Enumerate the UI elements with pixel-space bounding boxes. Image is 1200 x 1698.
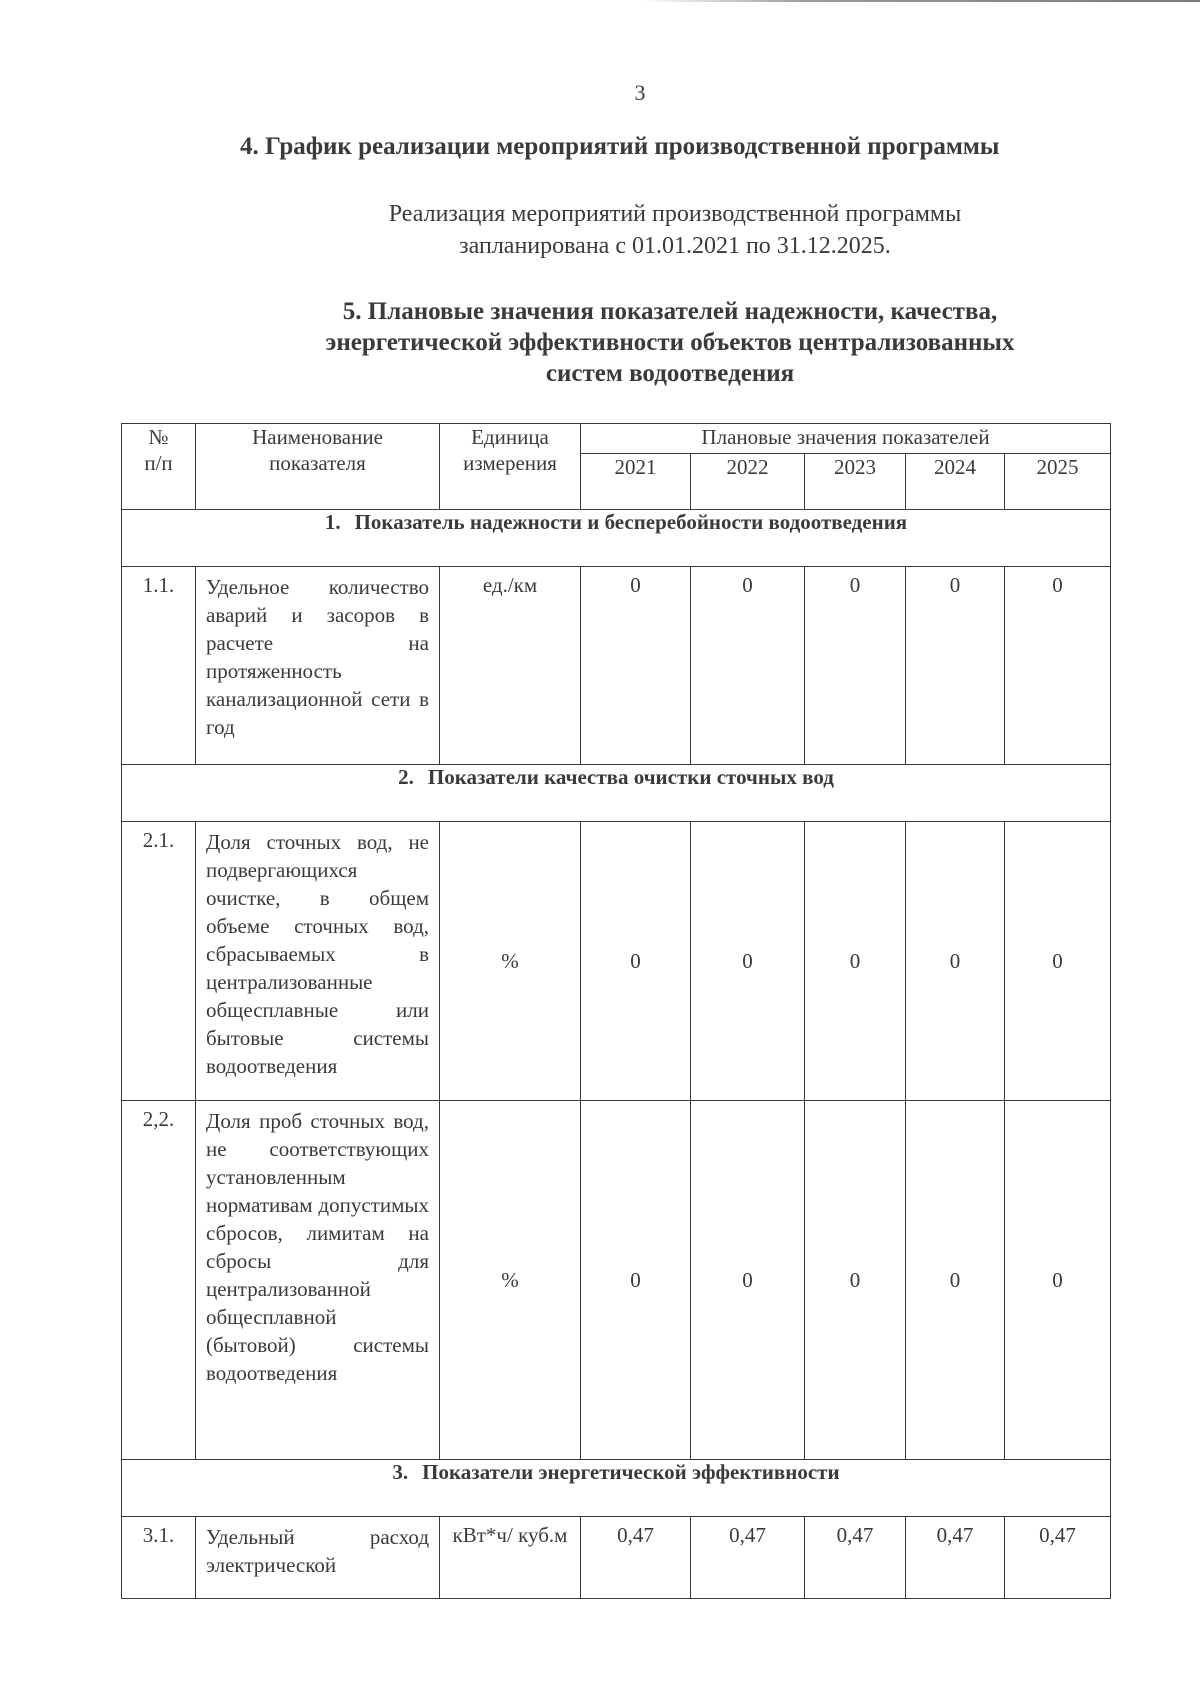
row-value: 0 bbox=[906, 567, 1005, 765]
header-year: 2023 bbox=[805, 454, 906, 510]
row-number: 3.1. bbox=[122, 1517, 196, 1599]
row-value: 0 bbox=[906, 1101, 1005, 1460]
table-row bbox=[122, 1101, 1111, 1460]
section-4-title: 4. График реализации мероприятий производственной программы bbox=[240, 133, 1000, 160]
section-row bbox=[122, 510, 1111, 567]
row-number: 2.1. bbox=[122, 822, 196, 1101]
section-5-title-line3: систем водоотведения bbox=[545, 360, 795, 387]
header-year: 2022 bbox=[691, 454, 805, 510]
section-5-title-line1: 5. Плановые значения показателей надежности, качества, bbox=[342, 298, 998, 325]
table-row bbox=[122, 822, 1111, 1101]
section-4-text-line1: Реализация мероприятий производственной программы bbox=[388, 201, 962, 227]
header-year: 2025 bbox=[1005, 454, 1111, 510]
section-title: Показатели качества очистки сточных вод bbox=[427, 765, 834, 789]
page-number: 3 bbox=[634, 80, 646, 105]
row-value: 0 bbox=[906, 822, 1005, 1101]
header-year: 2024 bbox=[906, 454, 1005, 510]
row-name: Доля сточных вод, не подвергающихся очистке, в общем объеме сточных вод, сбрасываемых в централизованные общесплавные или бытовые системы водоотведения bbox=[196, 822, 440, 1101]
row-value: 0,47 bbox=[805, 1517, 906, 1599]
header-year: 2021 bbox=[581, 454, 691, 510]
section-4-text bbox=[250, 198, 1100, 262]
row-value: 0,47 bbox=[1005, 1517, 1111, 1599]
row-number: 2,2. bbox=[122, 1101, 196, 1460]
section-number: 1. bbox=[324, 510, 341, 534]
row-value: 0 bbox=[581, 822, 691, 1101]
row-value: 0 bbox=[1005, 822, 1111, 1101]
row-unit: ед./км bbox=[440, 567, 581, 765]
row-value: 0,47 bbox=[581, 1517, 691, 1599]
header-unit: Единица измерения bbox=[440, 424, 581, 510]
row-value: 0 bbox=[691, 1101, 805, 1460]
row-name: Доля проб сточных вод, не соответствующих установленным нормативам допустимых сбросов, лимитам на сбросы для централизованной общесплавной (бытовой) системы водоотведения bbox=[196, 1101, 440, 1460]
table-row bbox=[122, 1517, 1111, 1599]
section-heading bbox=[122, 765, 1111, 822]
section-heading bbox=[122, 510, 1111, 567]
row-value: 0 bbox=[691, 567, 805, 765]
scan-edge bbox=[640, 0, 1200, 2]
row-unit: % bbox=[440, 822, 581, 1101]
row-value: 0,47 bbox=[691, 1517, 805, 1599]
row-name: Удельное количество аварий и засоров в расчете на протяженность канализационной сети в год bbox=[196, 567, 440, 765]
row-unit: % bbox=[440, 1101, 581, 1460]
indicators-table bbox=[121, 423, 1111, 1599]
section-heading bbox=[122, 1460, 1111, 1517]
section-number: 3. bbox=[392, 1460, 409, 1484]
section-5-title bbox=[230, 296, 1110, 389]
row-value: 0 bbox=[1005, 567, 1111, 765]
section-row bbox=[122, 1460, 1111, 1517]
row-value: 0 bbox=[805, 567, 906, 765]
row-value: 0 bbox=[691, 822, 805, 1101]
section-row bbox=[122, 765, 1111, 822]
row-number: 1.1. bbox=[122, 567, 196, 765]
section-title: Показатель надежности и бесперебойности водоотведения bbox=[354, 510, 908, 534]
section-4-text-line2: запланирована с 01.01.2021 по 31.12.2025. bbox=[459, 233, 891, 259]
header-name: Наименование показателя bbox=[196, 424, 440, 510]
row-value: 0 bbox=[581, 1101, 691, 1460]
row-value: 0 bbox=[1005, 1101, 1111, 1460]
header-row bbox=[122, 424, 1111, 454]
section-5-title-line2: энергетической эффективности объектов централизованных bbox=[325, 329, 1015, 356]
row-value: 0 bbox=[805, 822, 906, 1101]
header-plan-values: Плановые значения показателей bbox=[581, 424, 1111, 454]
header-num: № п/п bbox=[122, 424, 196, 510]
row-unit: кВт*ч/ куб.м bbox=[440, 1517, 581, 1599]
row-value: 0,47 bbox=[906, 1517, 1005, 1599]
row-name: Удельный расход электрической bbox=[196, 1517, 440, 1599]
row-value: 0 bbox=[581, 567, 691, 765]
section-title: Показатели энергетической эффективности bbox=[422, 1460, 840, 1484]
row-value: 0 bbox=[805, 1101, 906, 1460]
table-row bbox=[122, 567, 1111, 765]
section-number: 2. bbox=[398, 765, 414, 789]
